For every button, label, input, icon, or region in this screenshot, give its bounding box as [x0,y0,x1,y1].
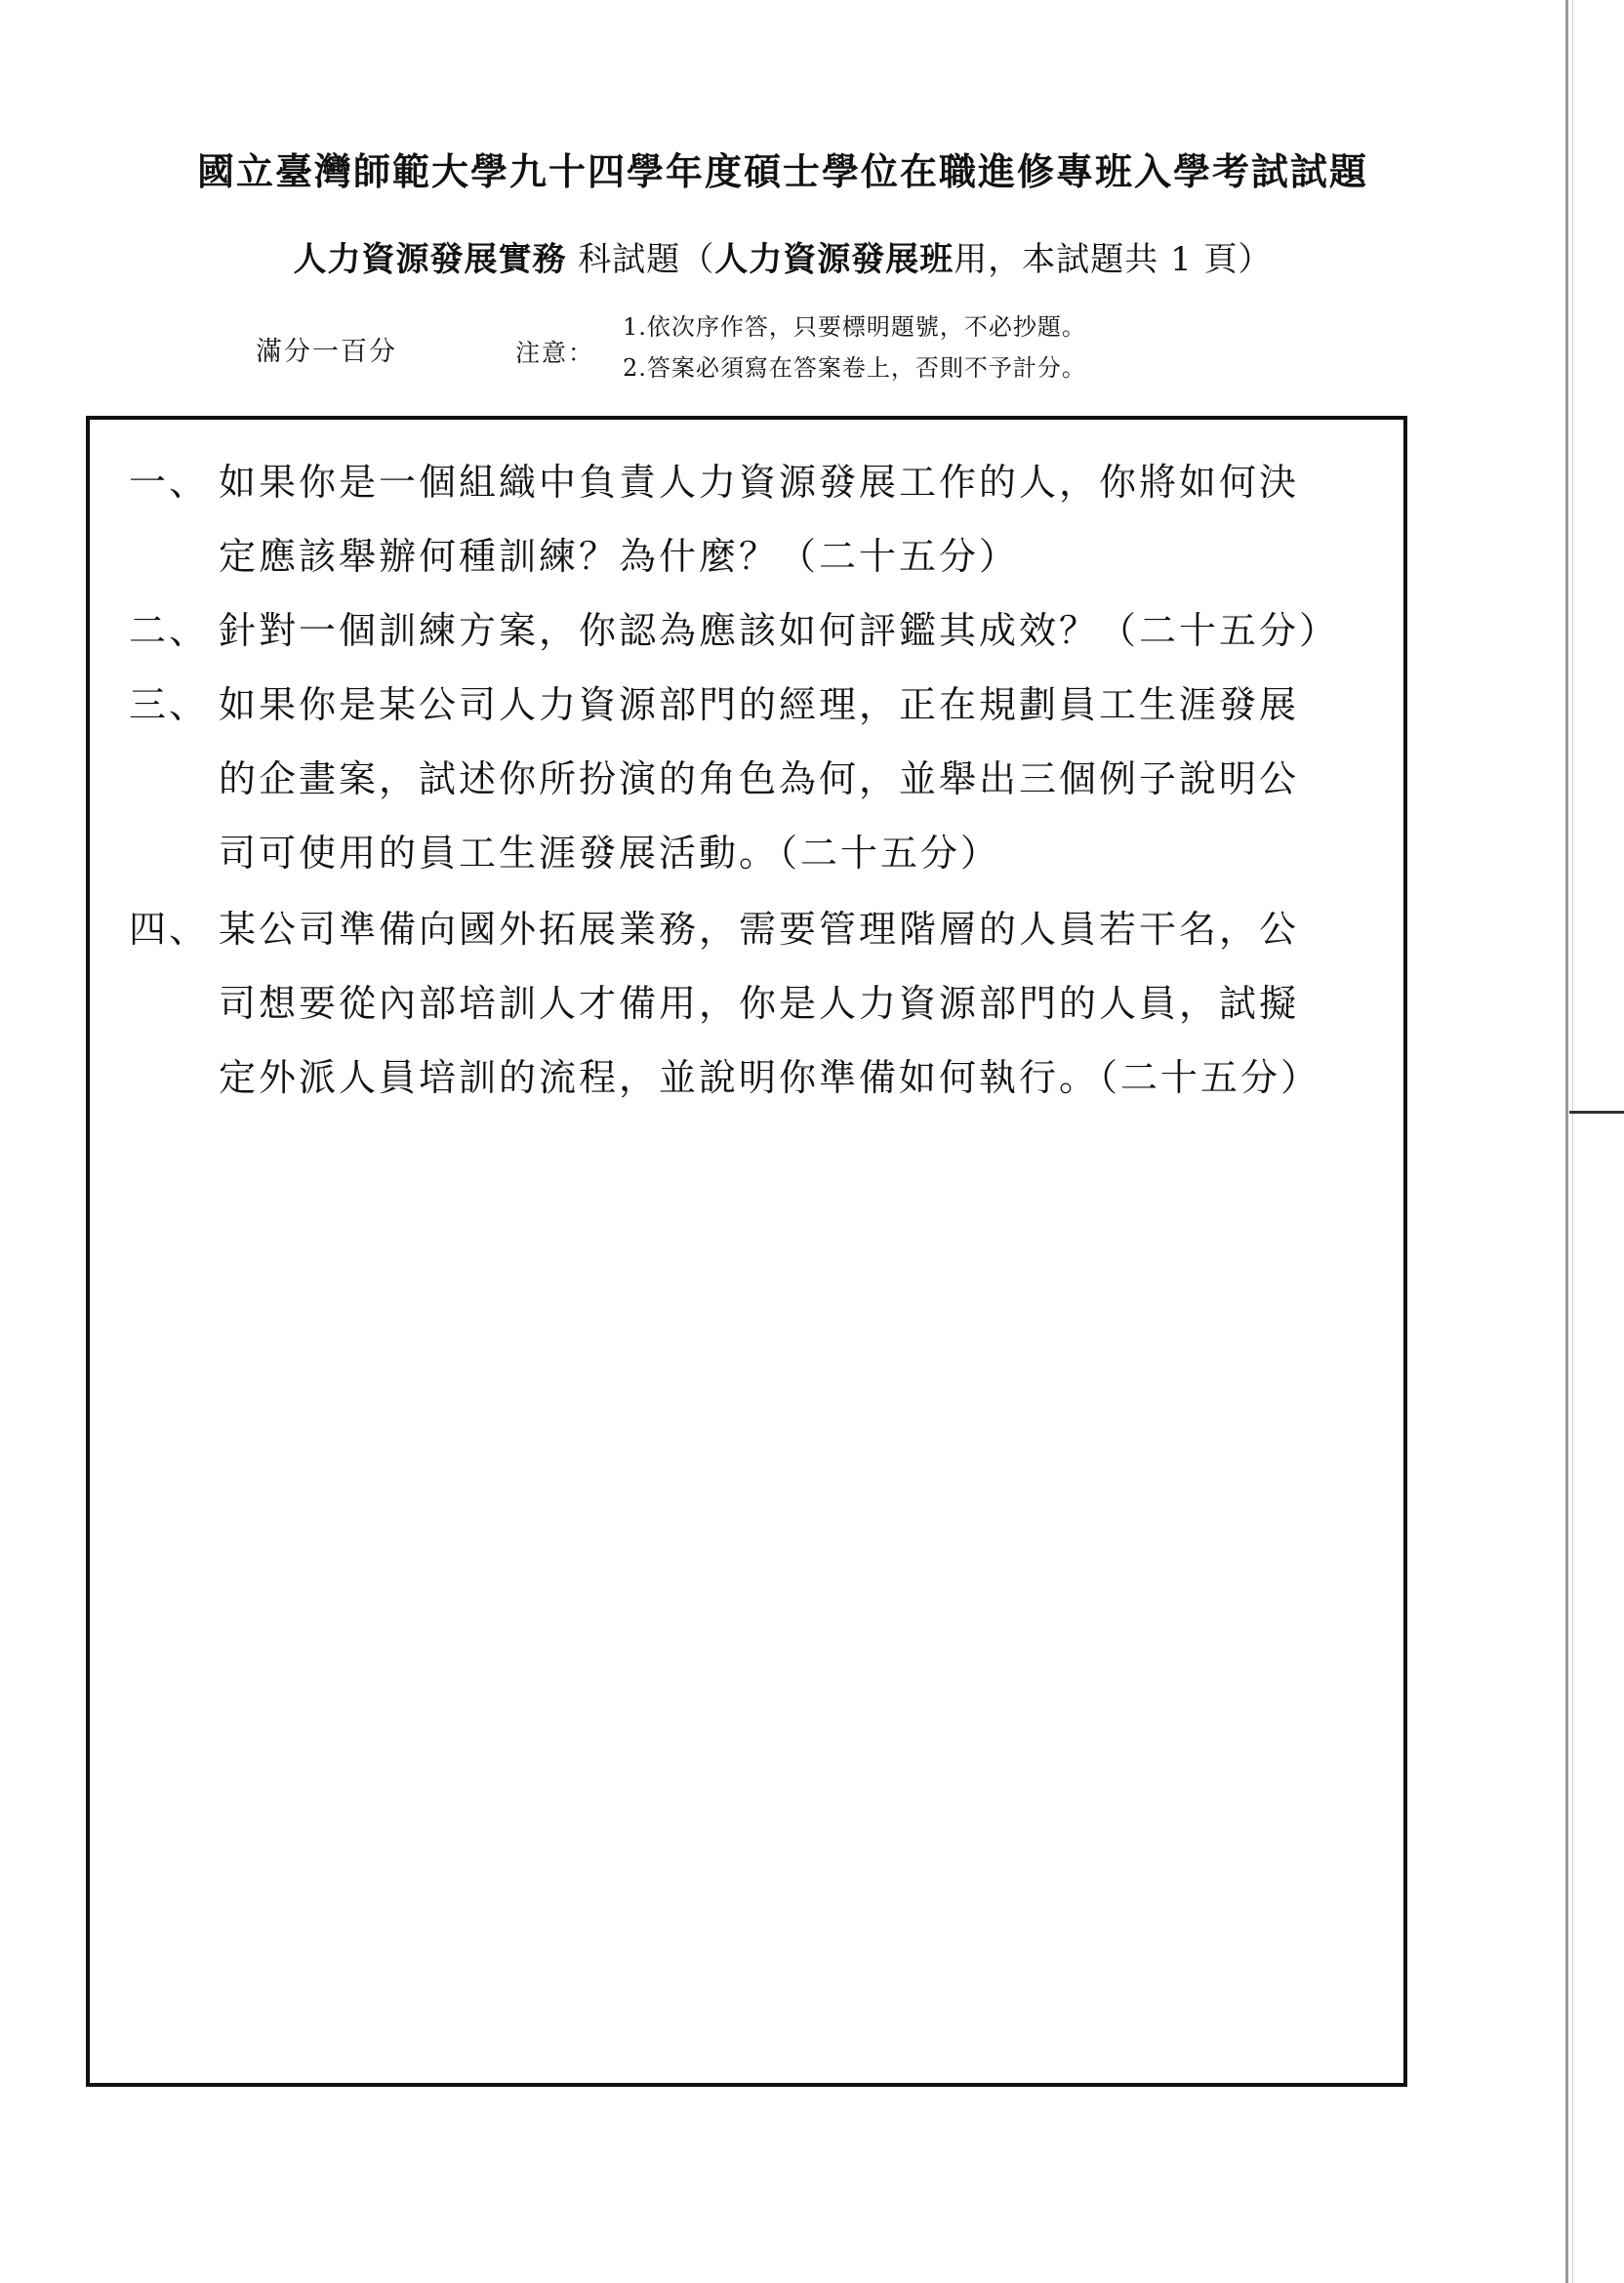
class-suffix: 用，本試題共 [954,240,1159,279]
question-line: 針對一個訓練方案，你認為應該如何評鑑其成效？（二十五分） [219,609,1340,652]
question-text [219,593,1409,668]
question-text [219,445,1409,593]
class-name: 人力資源發展班 [714,240,954,279]
notice-item: 2.答案必須寫在答案卷上，否則不予計分。 [623,354,1086,382]
notice-label: 注意： [515,339,595,367]
question-number: 二、 [129,609,210,652]
page-count: 1 [1170,240,1193,279]
notice-item: 1.依次序作答，只要標明題號，不必抄題。 [623,313,1086,341]
score-label: 滿分一百分 [256,337,397,367]
exam-subtitle [0,232,1565,280]
question-line: 的企畫案，試述你所扮演的角色為何，並舉出三個例子說明公 [219,757,1300,800]
question-number: 四、 [129,908,210,951]
subject-name: 人力資源發展實務 [293,240,567,279]
scan-edge-shadow [1572,0,1573,2283]
question-line: 如果你是某公司人力資源部門的經理，正在規劃員工生涯發展 [219,683,1300,726]
exam-title: 國立臺灣師範大學九十四學年度碩士學位在職進修專班入學考試試題 [196,150,1368,193]
question-line: 如果你是一個組織中負責人力資源發展工作的人，你將如何決 [219,461,1300,504]
question-number: 一、 [129,461,210,504]
subject-suffix: 科試題（ [566,240,715,279]
question-line: 定應該舉辦何種訓練？為什麼？（二十五分） [219,535,1020,578]
question-line: 某公司準備向國外拓展業務，需要管理階層的人員若干名，公 [219,908,1300,951]
page-suffix: 頁） [1203,240,1273,279]
scan-edge [1565,0,1568,2283]
scan-tick-mark [1569,1111,1624,1114]
question-number: 三、 [129,683,210,726]
question-line: 司可使用的員工生涯發展活動。（二十五分） [219,832,1001,875]
question-line: 司想要從內部培訓人才備用，你是人力資源部門的人員，試擬 [219,982,1300,1025]
notice-list [623,306,1086,388]
question-text [219,892,1409,1115]
question-line: 定外派人員培訓的流程，並說明你準備如何執行。（二十五分） [219,1056,1321,1099]
question-text [219,668,1409,890]
question-box [86,416,1407,2087]
